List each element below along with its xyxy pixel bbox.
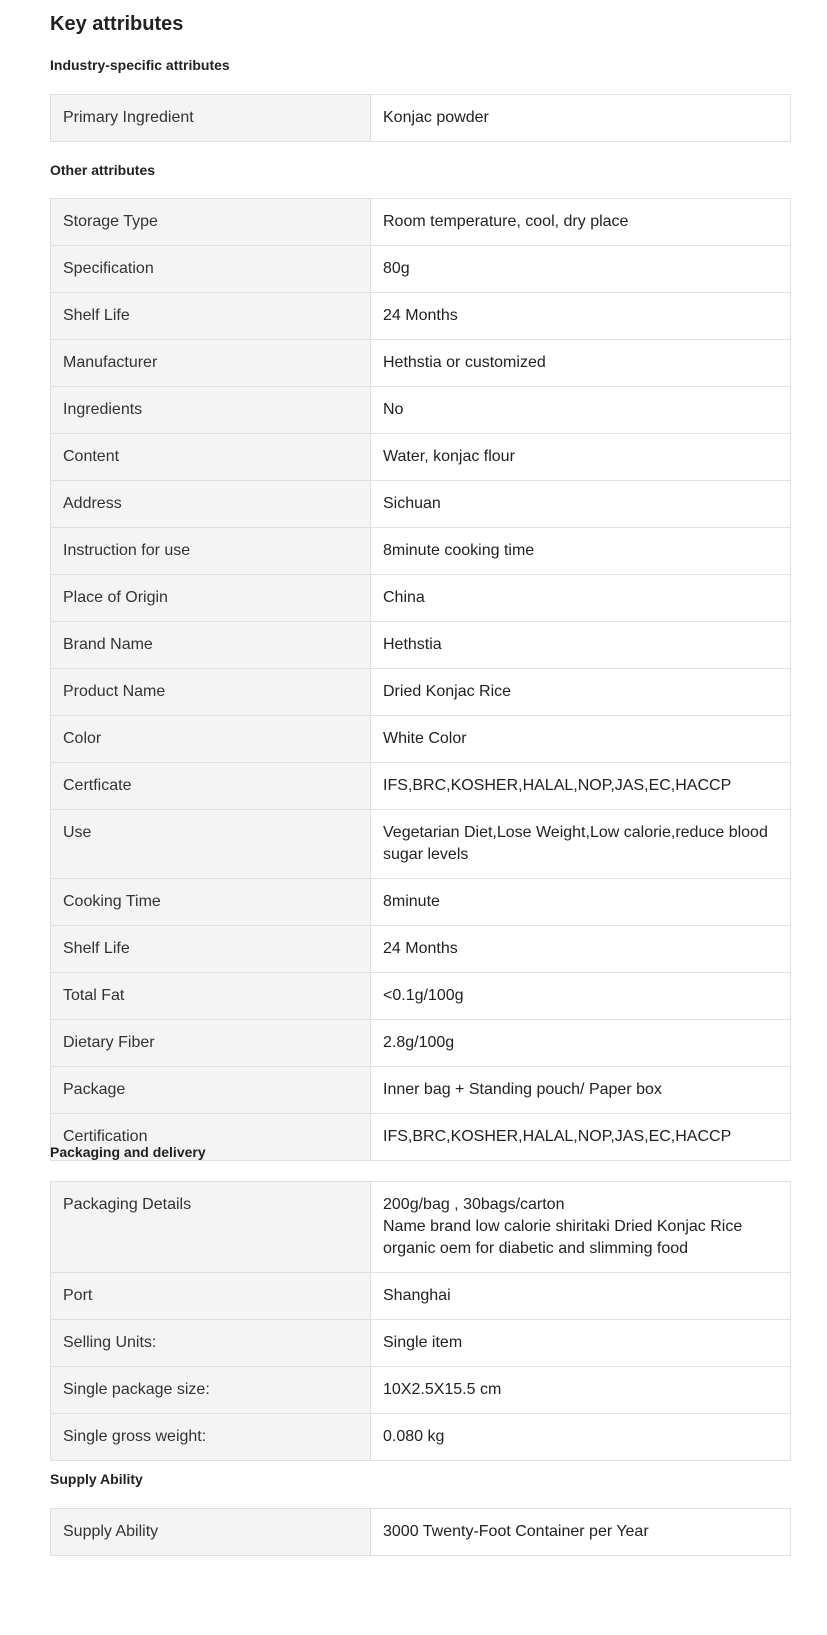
section-title-supply: Supply Ability — [50, 1471, 143, 1487]
attribute-key: Instruction for use — [51, 528, 371, 575]
attribute-key: Certficate — [51, 763, 371, 810]
attribute-value: 80g — [371, 246, 791, 293]
attribute-key: Address — [51, 481, 371, 528]
packaging-table — [50, 1181, 791, 1461]
attribute-value: Single item — [371, 1320, 791, 1367]
attribute-key: Place of Origin — [51, 575, 371, 622]
section-title-industry: Industry-specific attributes — [50, 57, 230, 73]
attribute-value: IFS,BRC,KOSHER,HALAL,NOP,JAS,EC,HACCP — [371, 1114, 791, 1161]
table-row — [51, 1414, 791, 1461]
table-row — [51, 1182, 791, 1273]
attribute-value: 10X2.5X15.5 cm — [371, 1367, 791, 1414]
supply-table — [50, 1508, 791, 1556]
attribute-value: 24 Months — [371, 293, 791, 340]
attribute-key: Use — [51, 810, 371, 879]
attribute-key: Specification — [51, 246, 371, 293]
attribute-value: 8minute cooking time — [371, 528, 791, 575]
attribute-key: Supply Ability — [51, 1509, 371, 1556]
table-row — [51, 1509, 791, 1556]
section-title-packaging: Packaging and delivery — [50, 1144, 206, 1160]
attribute-key: Single package size: — [51, 1367, 371, 1414]
attribute-key: Package — [51, 1067, 371, 1114]
table-row — [51, 1273, 791, 1320]
table-row — [51, 810, 791, 879]
attribute-value: Dried Konjac Rice — [371, 669, 791, 716]
attribute-value: Room temperature, cool, dry place — [371, 199, 791, 246]
attribute-key: Content — [51, 434, 371, 481]
attribute-value: Inner bag + Standing pouch/ Paper box — [371, 1067, 791, 1114]
attribute-key: Certification — [51, 1114, 371, 1161]
table-row — [51, 716, 791, 763]
table-row — [51, 879, 791, 926]
attribute-key: Total Fat — [51, 973, 371, 1020]
attribute-value: Water, konjac flour — [371, 434, 791, 481]
attribute-key: Storage Type — [51, 199, 371, 246]
section-title-other: Other attributes — [50, 162, 156, 178]
table-row — [51, 1020, 791, 1067]
table-row — [51, 481, 791, 528]
attribute-key: Product Name — [51, 669, 371, 716]
table-row — [51, 387, 791, 434]
attribute-value: 0.080 kg — [371, 1414, 791, 1461]
other-attributes-table — [50, 198, 791, 1161]
industry-attributes-table — [50, 94, 791, 142]
table-row — [51, 575, 791, 622]
attribute-key: Single gross weight: — [51, 1414, 371, 1461]
table-row — [51, 528, 791, 575]
attribute-value: 2.8g/100g — [371, 1020, 791, 1067]
attribute-value: Konjac powder — [371, 95, 791, 142]
packaging-details-line: Name brand low calorie shiritaki Dried Konjac Rice organic oem for diabetic and slimming food — [383, 1218, 743, 1257]
attribute-key: Shelf Life — [51, 926, 371, 973]
table-row — [51, 926, 791, 973]
attribute-key: Manufacturer — [51, 340, 371, 387]
table-row — [51, 1067, 791, 1114]
table-row — [51, 622, 791, 669]
attribute-key: Shelf Life — [51, 293, 371, 340]
attribute-value: 24 Months — [371, 926, 791, 973]
table-row — [51, 1320, 791, 1367]
table-row — [51, 293, 791, 340]
table-row — [51, 1367, 791, 1414]
attribute-value: Hethstia — [371, 622, 791, 669]
attribute-value: <0.1g/100g — [371, 973, 791, 1020]
table-row — [51, 669, 791, 716]
attribute-key: Ingredients — [51, 387, 371, 434]
packaging-details-line: 200g/bag , 30bags/carton — [383, 1196, 565, 1213]
attribute-key: Brand Name — [51, 622, 371, 669]
table-row — [51, 340, 791, 387]
table-row — [51, 763, 791, 810]
table-row — [51, 246, 791, 293]
page-title: Key attributes — [50, 13, 184, 35]
attribute-value: China — [371, 575, 791, 622]
attribute-value: 3000 Twenty-Foot Container per Year — [371, 1509, 791, 1556]
attribute-value: No — [371, 387, 791, 434]
attribute-value: Sichuan — [371, 481, 791, 528]
attribute-key: Cooking Time — [51, 879, 371, 926]
table-row — [51, 95, 791, 142]
attribute-key: Primary Ingredient — [51, 95, 371, 142]
attribute-key: Packaging Details — [51, 1182, 371, 1273]
attribute-key: Color — [51, 716, 371, 763]
table-row — [51, 199, 791, 246]
attribute-key: Port — [51, 1273, 371, 1320]
attribute-key: Selling Units: — [51, 1320, 371, 1367]
attribute-value — [371, 1182, 791, 1273]
table-row — [51, 434, 791, 481]
table-row — [51, 973, 791, 1020]
attribute-key: Dietary Fiber — [51, 1020, 371, 1067]
attribute-value: Hethstia or customized — [371, 340, 791, 387]
attribute-value: Shanghai — [371, 1273, 791, 1320]
attribute-value: 8minute — [371, 879, 791, 926]
attribute-value: Vegetarian Diet,Lose Weight,Low calorie,reduce blood sugar levels — [371, 810, 791, 879]
attribute-value: White Color — [371, 716, 791, 763]
attribute-value: IFS,BRC,KOSHER,HALAL,NOP,JAS,EC,HACCP — [371, 763, 791, 810]
